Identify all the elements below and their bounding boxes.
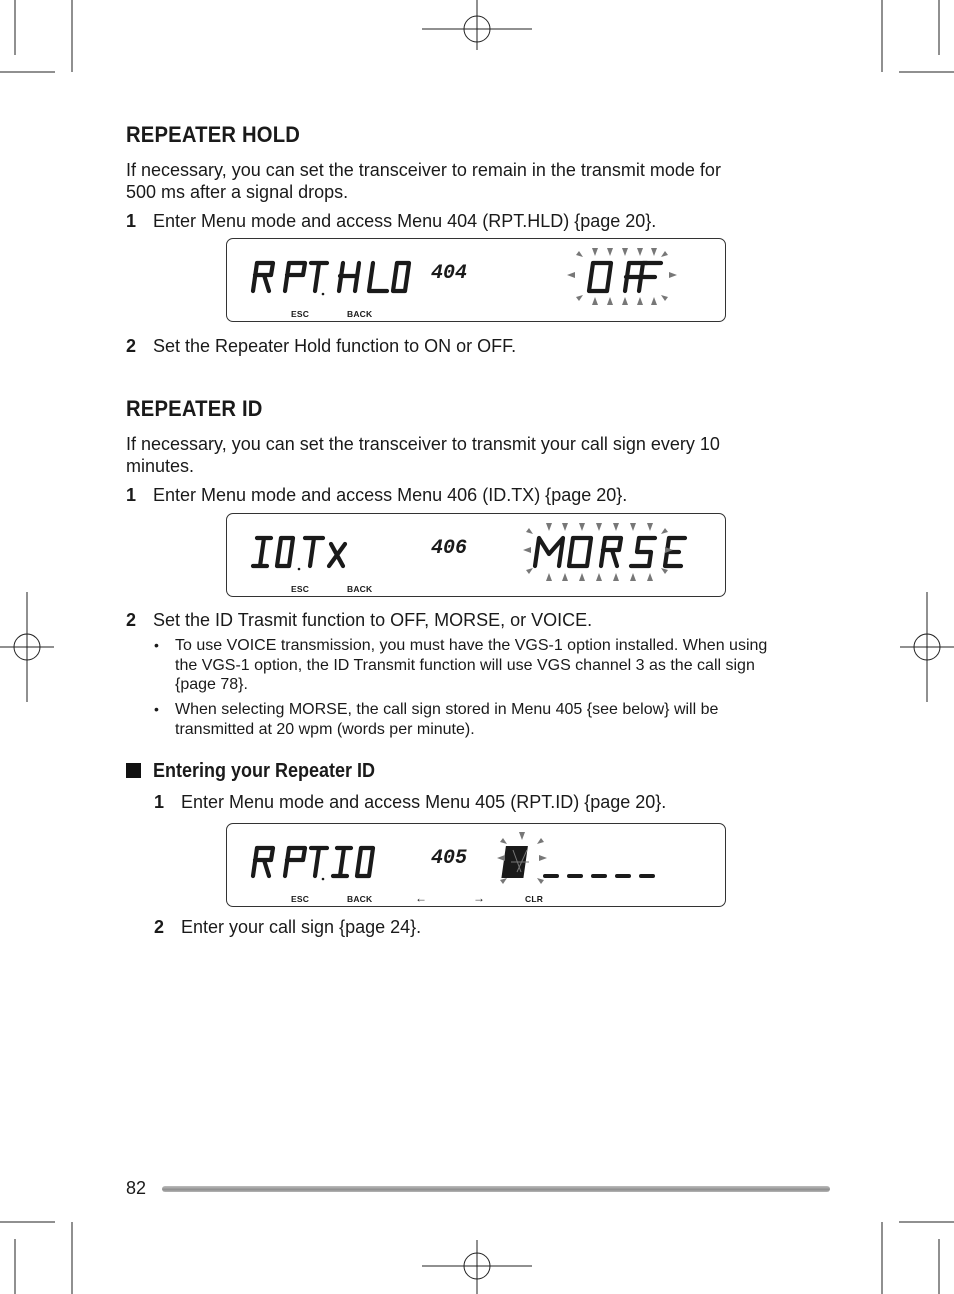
lcd-menu-number: 404 [431, 262, 468, 285]
lcd-key-back: BACK [347, 584, 373, 594]
right-arrow-icon: → [473, 891, 486, 905]
section-heading: REPEATER ID [126, 396, 263, 421]
decimal-point [322, 878, 325, 881]
left-arrow-icon: ← [415, 891, 428, 905]
lcd-menu-number: 406 [431, 537, 468, 560]
lcd-menu-number: 405 [431, 847, 468, 870]
decimal-point [322, 293, 325, 296]
lcd-key-esc: ESC [291, 894, 310, 904]
lcd-display [226, 513, 726, 597]
intro-paragraph: If necessary, you can set the transceiver to remain in the transmit mode for 500 ms after a signal drops. [126, 160, 721, 202]
lcd-display [226, 238, 726, 322]
lcd-display [226, 823, 726, 907]
lcd-key-esc: ESC [291, 584, 310, 594]
decimal-point [298, 568, 301, 571]
page-number: 82 [126, 1178, 147, 1198]
lcd-key-clr: CLR [525, 894, 544, 904]
lcd-key-back: BACK [347, 309, 373, 319]
blink-indicators [567, 248, 677, 305]
footer-rule [162, 1186, 830, 1192]
intro-paragraph: If necessary, you can set the transceiver to transmit your call sign every 10 minutes. [126, 434, 720, 476]
section-heading: REPEATER HOLD [126, 122, 301, 147]
subsection-heading: Entering your Repeater ID [126, 760, 400, 783]
lcd-key-esc: ESC [291, 309, 310, 319]
square-bullet-icon [126, 763, 141, 778]
lcd-key-back: BACK [347, 894, 373, 904]
